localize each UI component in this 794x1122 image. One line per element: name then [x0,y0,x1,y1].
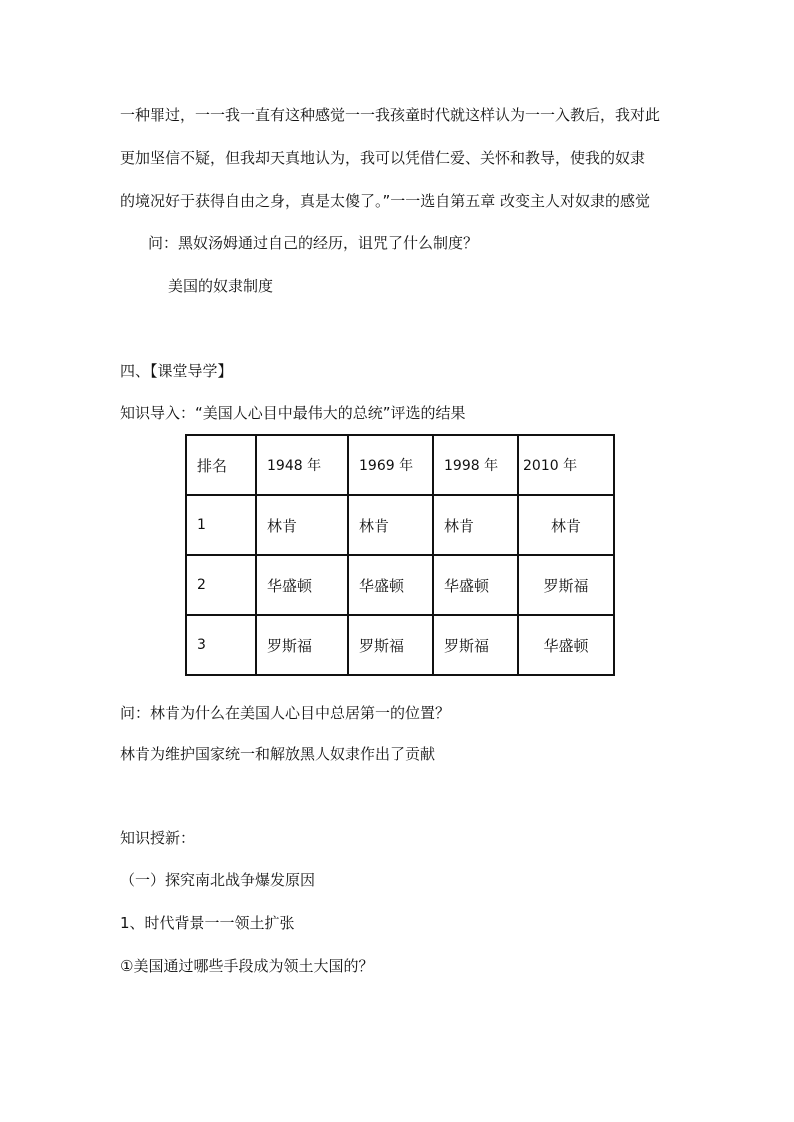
rank-cell: 1 [186,495,256,555]
table-cell: 罗斯福 [256,615,348,675]
table-cell: 林肯 [433,495,518,555]
table-row [186,555,614,615]
question-lincoln: 问：林肯为什么在美国人心目中总居第一的位置？ [120,704,451,722]
table-cell: 林肯 [348,495,433,555]
point-1-question: ①美国通过哪些手段成为领土大国的？ [120,957,374,975]
header-cell-1948: 1948 年 [256,435,348,495]
header-cell-1969: 1969 年 [348,435,433,495]
quote-line-2: 更加坚信不疑，但我却天真地认为，我可以凭借仁爱、关怀和教导，使我的奴隶 [120,149,646,167]
table-row [186,615,614,675]
table-cell: 华盛顿 [348,555,433,615]
table-cell: 林肯 [256,495,348,555]
rank-cell: 2 [186,555,256,615]
header-cell-rank: 排名 [186,435,256,495]
table-cell: 罗斯福 [518,555,614,615]
sub-heading: （一）探究南北战争爆发原因 [120,871,316,889]
rank-cell: 3 [186,615,256,675]
table-cell: 华盛顿 [256,555,348,615]
new-knowledge-label: 知识授新： [120,829,196,847]
header-cell-1998: 1998 年 [433,435,518,495]
table-cell: 罗斯福 [433,615,518,675]
quote-line-1: 一种罪过，一一我一直有这种感觉一一我孩童时代就这样认为一一入教后，我对此 [120,106,661,124]
knowledge-intro: 知识导入：“美国人心目中最伟大的总统”评选的结果 [120,404,466,422]
point-1: 1、时代背景一一领土扩张 [120,914,295,932]
header-cell-2010: 2010 年 [518,435,614,495]
table-cell: 华盛顿 [518,615,614,675]
table-cell: 华盛顿 [433,555,518,615]
question-slavery: 问：黑奴汤姆通过自己的经历，诅咒了什么制度？ [148,234,479,252]
quote-line-3: 的境况好于获得自由之身，真是太傻了。”一一选自第五章 改变主人对奴隶的感觉 [120,192,651,210]
answer-lincoln: 林肯为维护国家统一和解放黑人奴隶作出了贡献 [120,745,436,763]
answer-slavery: 美国的奴隶制度 [168,277,274,295]
table-cell: 罗斯福 [348,615,433,675]
table-row [186,495,614,555]
section-heading: 四、【课堂导学】 [120,362,233,380]
president-ranking-table [185,434,615,676]
table-header-row [186,435,614,495]
table-cell: 林肯 [518,495,614,555]
